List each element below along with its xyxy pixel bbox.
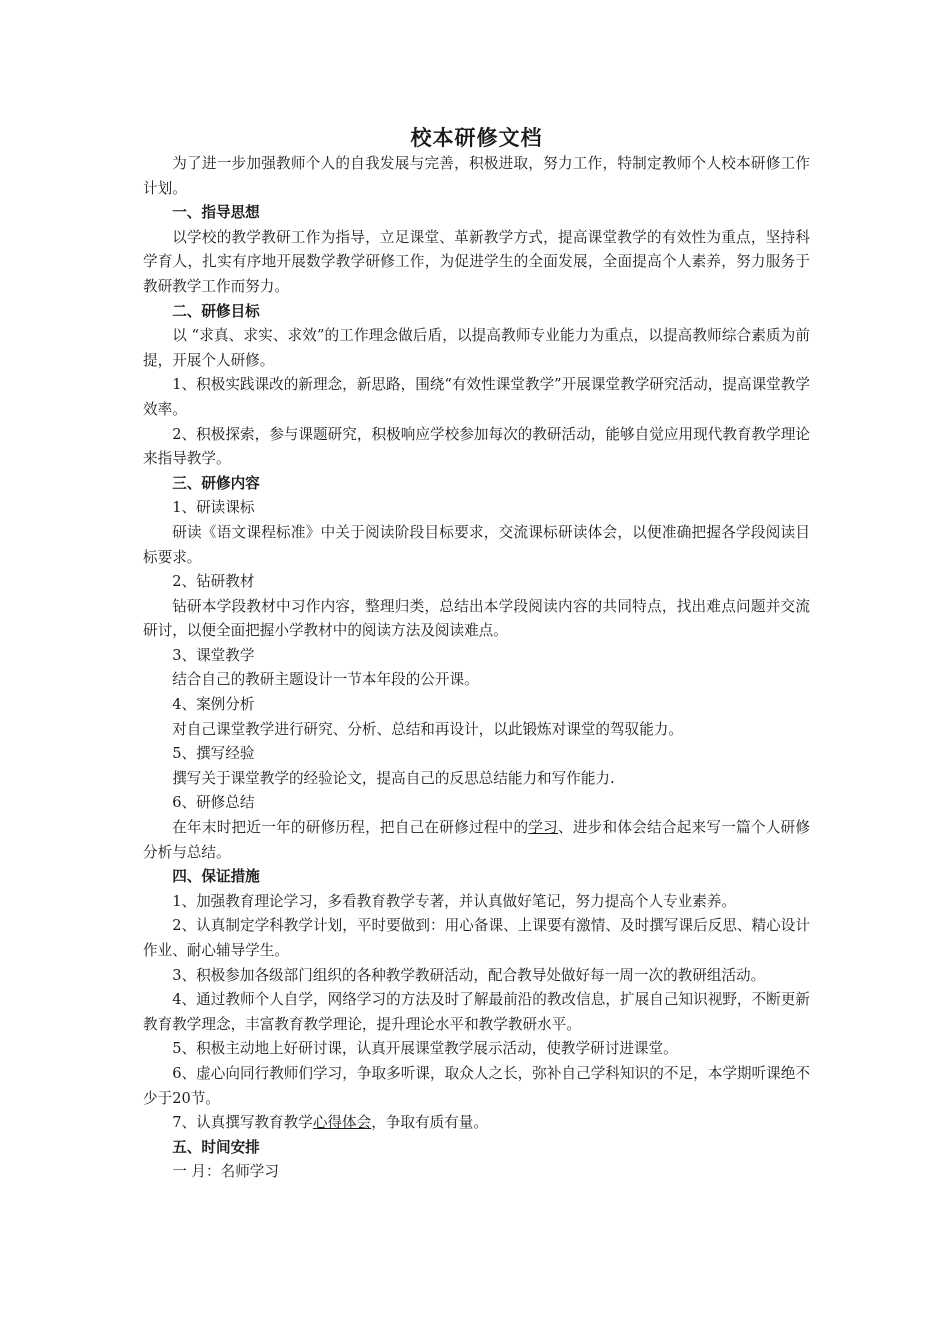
list-item-title: 2、钻研教材	[172, 573, 255, 591]
text-run: 、进步和体会结合起来写一篇个人研修分析与总结。	[143, 819, 810, 861]
text-run: 7、认真撰写教育教学	[172, 1114, 313, 1132]
text-run: 在年末时把近一年的研修历程，把自己在研修过程中的	[172, 819, 529, 837]
intro-paragraph: 为了进一步加强教师个人的自我发展与完善，积极进取，努力工作，特制定教师个人校本研修工作计划。	[143, 155, 810, 197]
paragraph: 研读《语文课程标准》中关于阅读阶段目标要求，交流课标研读体会，以便准确把握各学段阅读目标要求。	[143, 523, 810, 566]
document-title: 校本研修文档	[410, 125, 543, 150]
list-item	[143, 1111, 810, 1136]
list-item: 一 月：名师学习	[172, 1163, 279, 1181]
paragraph: 钻研本学段教材中习作内容，整理归类，总结出本学段阅读内容的共同特点，找出难点问题并交流研讨，以便全面把握小学教材中的阅读方法及阅读难点。	[143, 597, 810, 640]
list-item: 6、虚心向同行教师们学习，争取多听课，取众人之长，弥补自己学科知识的不足，本学期听课绝不少于20节。	[143, 1064, 810, 1107]
list-item-title: 3、课堂教学	[172, 646, 255, 664]
list-item: 4、通过教师个人自学，网络学习的方法及时了解最前沿的教改信息，扩展自己知识视野，不断更新教育教学理念，丰富教育教学理论，提升理论水平和教学教研水平。	[143, 991, 810, 1033]
paragraph	[143, 816, 810, 865]
paragraph: 对自己课堂教学进行研究、分析、总结和再设计，以此锻炼对课堂的驾驭能力。	[172, 720, 683, 738]
section-heading-schedule: 五、时间安排	[172, 1138, 260, 1156]
list-item: 1、加强教育理论学习，多看教育教学专著，并认真做好笔记，努力提高个人专业素养。	[172, 892, 737, 910]
document-page	[143, 124, 810, 1185]
paragraph: 撰写关于课堂教学的经验论文，提高自己的反思总结能力和写作能力.	[172, 769, 615, 787]
paragraph: 结合自己的教研主题设计一节本年段的公开课。	[172, 671, 479, 689]
list-item-title: 6、研修总结	[172, 794, 255, 812]
list-item: 5、积极主动地上好研讨课，认真开展课堂教学展示活动，使教学研讨进课堂。	[172, 1040, 678, 1058]
text-run: ，争取有质有量。	[371, 1114, 488, 1132]
experience-link[interactable]: 心得体会	[312, 1114, 372, 1132]
paragraph: 以 “求真、求实、求效”的工作理念做后盾，以提高教师专业能力为重点，以提高教师综合素质为前提，开展个人研修。	[143, 327, 810, 369]
list-item: 1、积极实践课改的新理念，新思路，围绕“有效性课堂教学”开展课堂教学研究活动，提高课堂教学效率。	[143, 376, 810, 418]
section-heading-measures: 四、保证措施	[172, 868, 260, 886]
list-item-title: 4、案例分析	[172, 696, 255, 714]
section-heading-guiding-ideology: 一、指导思想	[172, 204, 260, 222]
section-heading-content: 三、研修内容	[172, 474, 260, 492]
list-item: 2、认真制定学科教学计划，平时要做到：用心备课、上课要有激情、及时撰写课后反思、精心设计作业、耐心辅导学生。	[143, 917, 810, 959]
list-item-title: 5、撰写经验	[172, 745, 255, 763]
list-item: 3、积极参加各级部门组织的各种教学教研活动，配合教导处做好每一周一次的教研组活动。	[172, 966, 766, 984]
paragraph: 以学校的教学教研工作为指导，立足课堂、革新教学方式，提高课堂教学的有效性为重点，坚持科学育人，扎实有序地开展数学教学研修工作，为促进学生的全面发展，全面提高个人素养，努力服务于教研教学工作而努力。	[143, 228, 810, 295]
list-item: 2、积极探索，参与课题研究，积极响应学校参加每次的教研活动，能够自觉应用现代教育教学理论来指导教学。	[143, 425, 810, 468]
section-heading-goals: 二、研修目标	[172, 302, 260, 320]
list-item-title: 1、研读课标	[172, 499, 255, 517]
study-link[interactable]: 学习	[528, 819, 558, 837]
